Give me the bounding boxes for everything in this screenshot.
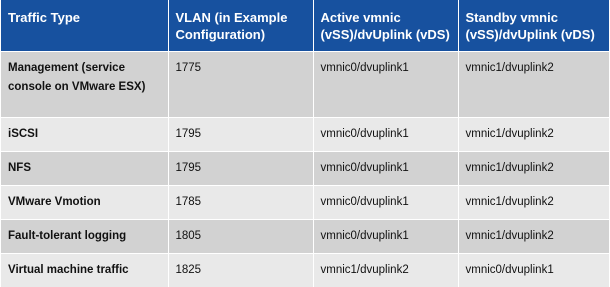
traffic-type-cell: iSCSI [1, 118, 168, 152]
traffic-type-cell: Virtual machine traffic [1, 254, 168, 287]
vlan-cell: 1825 [168, 254, 313, 287]
active-vmnic-cell: vmnic0/dvuplink1 [313, 118, 458, 152]
table-row [1, 52, 609, 118]
table-row [1, 220, 609, 254]
vlan-cell: 1795 [168, 118, 313, 152]
standby-vmnic-cell: vmnic1/dvuplink2 [458, 220, 609, 254]
standby-vmnic-cell: vmnic1/dvuplink2 [458, 52, 609, 118]
table-row [1, 254, 609, 287]
traffic-vlan-table [1, 0, 609, 287]
vlan-cell: 1805 [168, 220, 313, 254]
active-vmnic-cell: vmnic0/dvuplink1 [313, 52, 458, 118]
vlan-cell: 1795 [168, 152, 313, 186]
table-row [1, 118, 609, 152]
header-traffic-type: Traffic Type [1, 0, 168, 52]
table-row [1, 152, 609, 186]
traffic-type-cell: Fault-tolerant logging [1, 220, 168, 254]
active-vmnic-cell: vmnic0/dvuplink1 [313, 152, 458, 186]
standby-vmnic-cell: vmnic1/dvuplink2 [458, 118, 609, 152]
header-standby-vmnic: Standby vmnic (vSS)/dvUplink (vDS) [458, 0, 609, 52]
table-header [1, 0, 609, 52]
vlan-cell: 1775 [168, 52, 313, 118]
active-vmnic-cell: vmnic0/dvuplink1 [313, 186, 458, 220]
traffic-type-cell: Management (service console on VMware ESX) [1, 52, 168, 118]
header-row [1, 0, 609, 52]
standby-vmnic-cell: vmnic0/dvuplink1 [458, 254, 609, 287]
table-body [1, 52, 609, 287]
active-vmnic-cell: vmnic1/dvuplink2 [313, 254, 458, 287]
active-vmnic-cell: vmnic0/dvuplink1 [313, 220, 458, 254]
table-row [1, 186, 609, 220]
header-active-vmnic: Active vmnic (vSS)/dvUplink (vDS) [313, 0, 458, 52]
traffic-type-cell: NFS [1, 152, 168, 186]
standby-vmnic-cell: vmnic1/dvuplink2 [458, 186, 609, 220]
standby-vmnic-cell: vmnic1/dvuplink2 [458, 152, 609, 186]
header-vlan: VLAN (in Example Configuration) [168, 0, 313, 52]
traffic-type-cell: VMware Vmotion [1, 186, 168, 220]
vlan-cell: 1785 [168, 186, 313, 220]
